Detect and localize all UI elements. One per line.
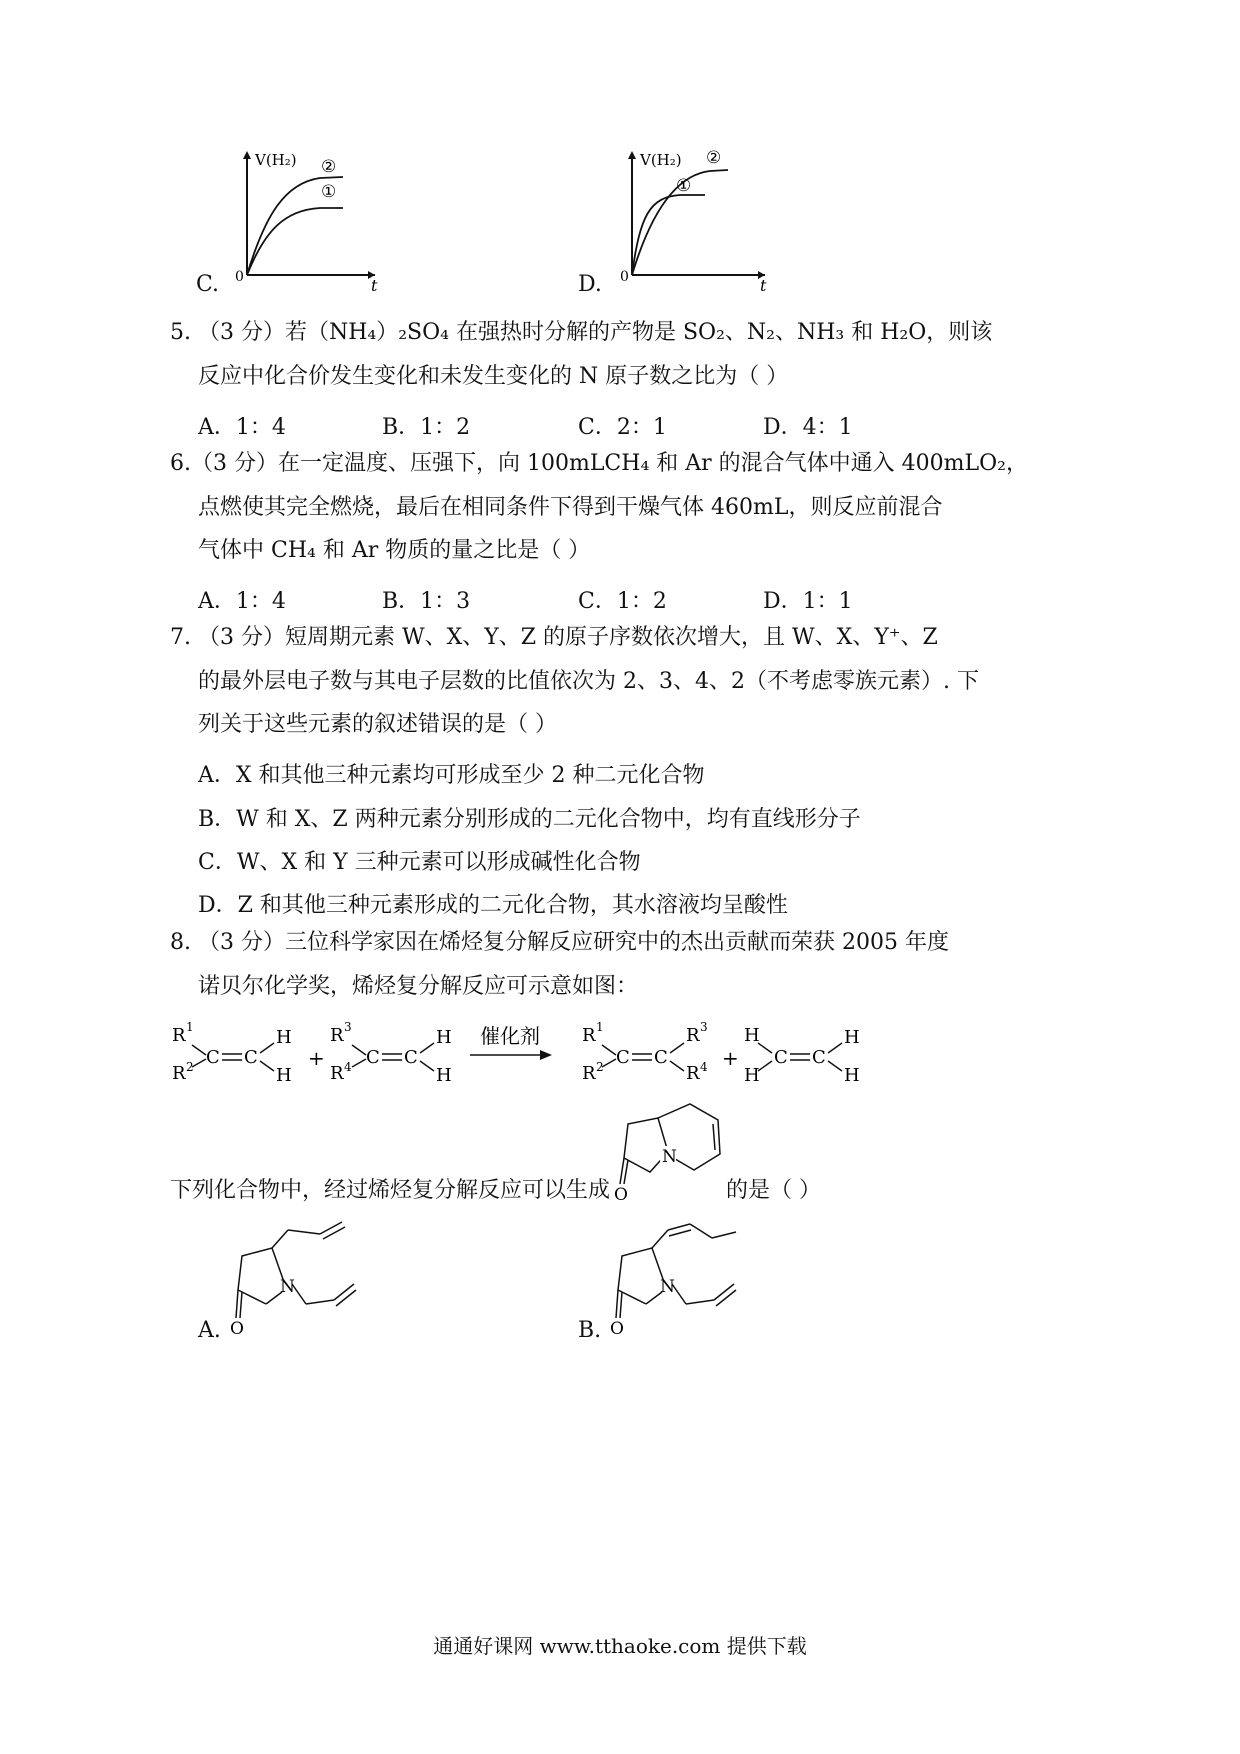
- svg-text:4: 4: [700, 1060, 708, 1074]
- q6-option-b: B．1：3: [382, 589, 471, 614]
- q7-option-d: D．Z 和其他三种元素形成的二元化合物，其水溶液均呈酸性: [198, 893, 788, 918]
- q5-line2: 反应中化合价发生变化和未发生变化的 N 原子数之比为（ ）: [198, 364, 789, 389]
- svg-text:C: C: [616, 1047, 630, 1068]
- catalyst-label: 催化剂: [480, 1024, 540, 1048]
- svg-text:+: +: [308, 1046, 325, 1070]
- page-footer: 通通好课网 www.tthaoke.com 提供下载: [433, 1634, 807, 1658]
- svg-text:C: C: [244, 1047, 258, 1068]
- svg-text:3: 3: [344, 1020, 352, 1034]
- svg-text:O: O: [614, 1185, 628, 1205]
- svg-text:H: H: [844, 1065, 860, 1086]
- q5-option-c: C．2：1: [578, 415, 667, 440]
- svg-text:R: R: [330, 1063, 344, 1084]
- graph-d-x-label: t: [760, 276, 767, 295]
- graph-c-x-label: t: [371, 276, 378, 295]
- svg-text:2: 2: [596, 1060, 604, 1074]
- svg-text:R: R: [330, 1025, 344, 1046]
- q5-option-d: D．4：1: [763, 415, 853, 440]
- q8-line2: 诺贝尔化学奖，烯烃复分解反应可示意如图：: [198, 974, 639, 999]
- q6-option-a: A．1：4: [198, 589, 286, 614]
- graph-d-curve2: ②: [706, 148, 722, 168]
- q6-line1: 6.（3 分）在一定温度、压强下，向 100mLCH₄ 和 Ar 的混合气体中通入 400mLO₂，: [170, 451, 1028, 476]
- svg-text:C: C: [404, 1047, 418, 1068]
- svg-text:H: H: [744, 1065, 760, 1086]
- graph-c-label: C.: [196, 272, 220, 297]
- svg-text:4: 4: [344, 1060, 352, 1074]
- q8-prompt-post: 的是（ ）: [726, 1178, 821, 1203]
- svg-text:H: H: [276, 1065, 292, 1086]
- svg-text:C: C: [774, 1047, 788, 1068]
- q5-option-b: B．1：2: [382, 415, 471, 440]
- svg-text:R: R: [172, 1025, 186, 1046]
- q7-option-a: A．X 和其他三种元素均可形成至少 2 种二元化合物: [198, 763, 705, 788]
- svg-text:C: C: [206, 1047, 220, 1068]
- q8-prompt-pre: 下列化合物中，经过烯烃复分解反应可以生成: [170, 1178, 611, 1203]
- svg-text:O: O: [610, 1319, 624, 1339]
- svg-text:C: C: [366, 1047, 380, 1068]
- q6-line2: 点燃使其完全燃烧，最后在相同条件下得到干燥气体 460mL，则反应前混合: [198, 495, 943, 520]
- svg-text:H: H: [436, 1065, 452, 1086]
- svg-text:H: H: [844, 1027, 860, 1048]
- q7-option-b: B．W 和 X、Z 两种元素分别形成的二元化合物中，均有直线形分子: [198, 807, 861, 832]
- svg-text:H: H: [436, 1027, 452, 1048]
- graph-c-origin: 0: [235, 269, 244, 285]
- q7-line1: 7. （3 分）短周期元素 W、X、Y、Z 的原子序数依次增大，且 W、X、Y⁺、Z: [170, 625, 938, 650]
- svg-text:H: H: [744, 1025, 760, 1046]
- svg-text:1: 1: [596, 1020, 604, 1034]
- metathesis-scheme: [168, 1015, 888, 1095]
- q8-line1: 8. （3 分）三位科学家因在烯烃复分解反应研究中的杰出贡献而荣获 2005 年度: [170, 930, 949, 955]
- svg-text:N: N: [280, 1277, 295, 1297]
- svg-text:C: C: [654, 1047, 668, 1068]
- q6-option-c: C．1：2: [578, 589, 667, 614]
- graph-c-curve2: ②: [321, 157, 337, 177]
- q8-option-b-molecule: [608, 1220, 758, 1340]
- graph-c-y-label: V(H₂): [255, 151, 297, 169]
- q6-line3: 气体中 CH₄ 和 Ar 物质的量之比是（ ）: [198, 538, 591, 563]
- graph-d-curve1: ①: [676, 176, 692, 196]
- graph-c: [225, 145, 385, 295]
- svg-text:O: O: [230, 1319, 244, 1339]
- q7-option-c: C．W、X 和 Y 三种元素可以形成碱性化合物: [198, 850, 641, 875]
- graph-d: [610, 145, 775, 295]
- q8-option-a-molecule: [228, 1220, 378, 1340]
- graph-d-y-label: V(H₂): [640, 151, 682, 169]
- svg-text:R: R: [686, 1063, 700, 1084]
- q5-option-a: A．1：4: [198, 415, 286, 440]
- graph-c-curve1: ①: [321, 182, 337, 202]
- q7-line3: 列关于这些元素的叙述错误的是（ ）: [198, 712, 557, 737]
- svg-text:C: C: [812, 1047, 826, 1068]
- svg-text:R: R: [686, 1025, 700, 1046]
- svg-text:R: R: [582, 1025, 596, 1046]
- q5-line1: 5. （3 分）若（NH₄）₂SO₄ 在强热时分解的产物是 SO₂、N₂、NH₃ 和 H₂O，则该: [170, 320, 993, 345]
- svg-text:3: 3: [700, 1020, 708, 1034]
- svg-text:+: +: [722, 1046, 739, 1070]
- q8-option-a-label: A.: [198, 1318, 221, 1343]
- q8-option-b-label: B.: [578, 1318, 602, 1343]
- graph-d-label: D.: [578, 272, 602, 297]
- svg-text:2: 2: [186, 1060, 194, 1074]
- svg-text:N: N: [660, 1277, 675, 1297]
- svg-text:R: R: [172, 1063, 186, 1084]
- svg-text:1: 1: [186, 1020, 194, 1034]
- target-molecule: [610, 1090, 740, 1205]
- svg-text:N: N: [662, 1147, 677, 1167]
- graph-d-origin: 0: [620, 269, 629, 285]
- svg-text:R: R: [582, 1063, 596, 1084]
- svg-text:H: H: [276, 1027, 292, 1048]
- q7-line2: 的最外层电子数与其电子层数的比值依次为 2、3、4、2（不考虑零族元素）. 下: [198, 669, 979, 694]
- q6-option-d: D．1：1: [763, 589, 853, 614]
